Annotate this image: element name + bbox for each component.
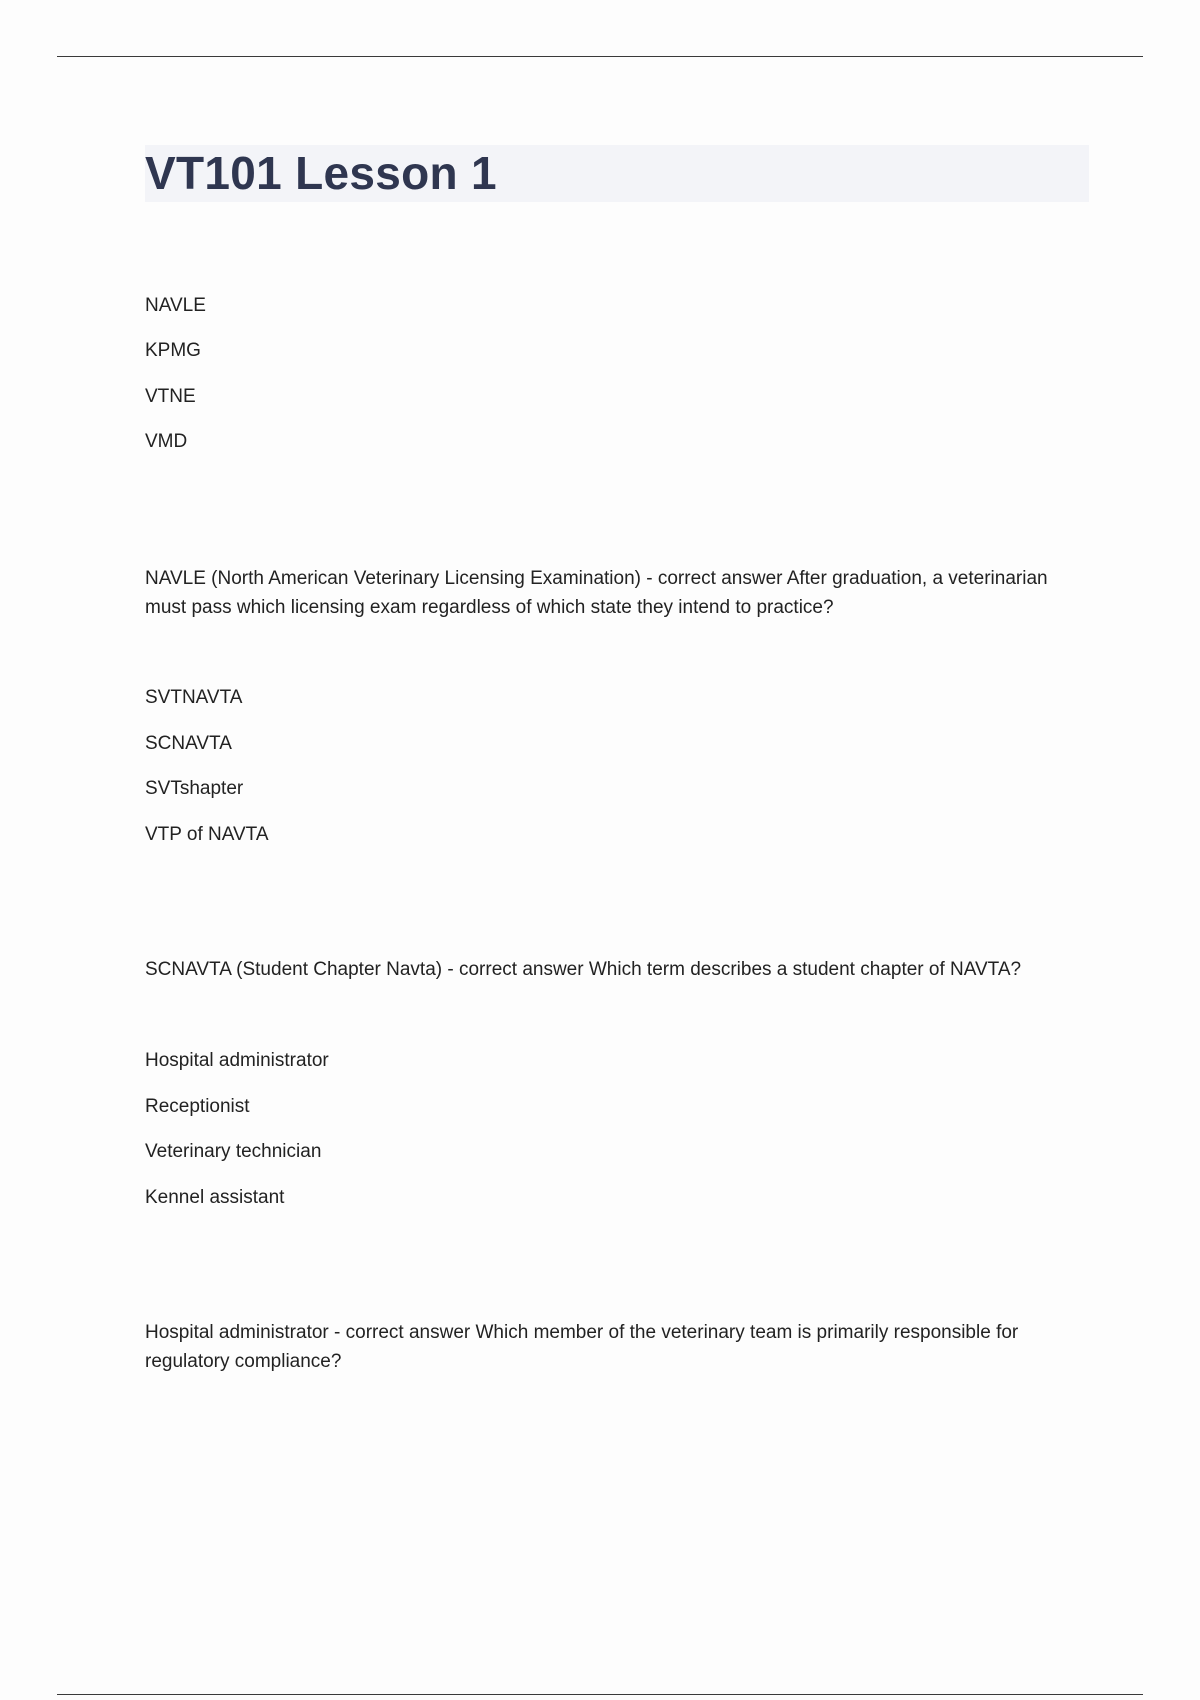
option-item: Hospital administrator [145,1050,329,1071]
option-item: Receptionist [145,1096,250,1117]
option-item: SVTshapter [145,778,244,799]
answer-text: Hospital administrator - correct answer Which member of the veterinary team is primarily responsible for regulatory compliance? [145,1322,1019,1372]
answer-text: NAVLE (North American Veterinary Licensing Examination) - correct answer After graduation, a veterinarian must pass which licensing exam regardless of which state they intend to practice? [145,568,1048,618]
option-item: VMD [145,431,188,452]
page-top-rule [57,56,1143,57]
option-item: KPMG [145,340,201,361]
option-item: Kennel assistant [145,1187,285,1208]
option-item: Veterinary technician [145,1141,322,1162]
page-title: VT101 Lesson 1 [145,147,497,199]
answer-text: SCNAVTA (Student Chapter Navta) - correct answer Which term describes a student chapter of NAVTA? [145,959,1022,980]
option-item: SVTNAVTA [145,687,243,708]
page-bottom-rule [57,1694,1143,1695]
option-item: VTP of NAVTA [145,824,269,845]
option-item: SCNAVTA [145,733,232,754]
option-item: VTNE [145,386,196,407]
option-item: NAVLE [145,295,206,316]
